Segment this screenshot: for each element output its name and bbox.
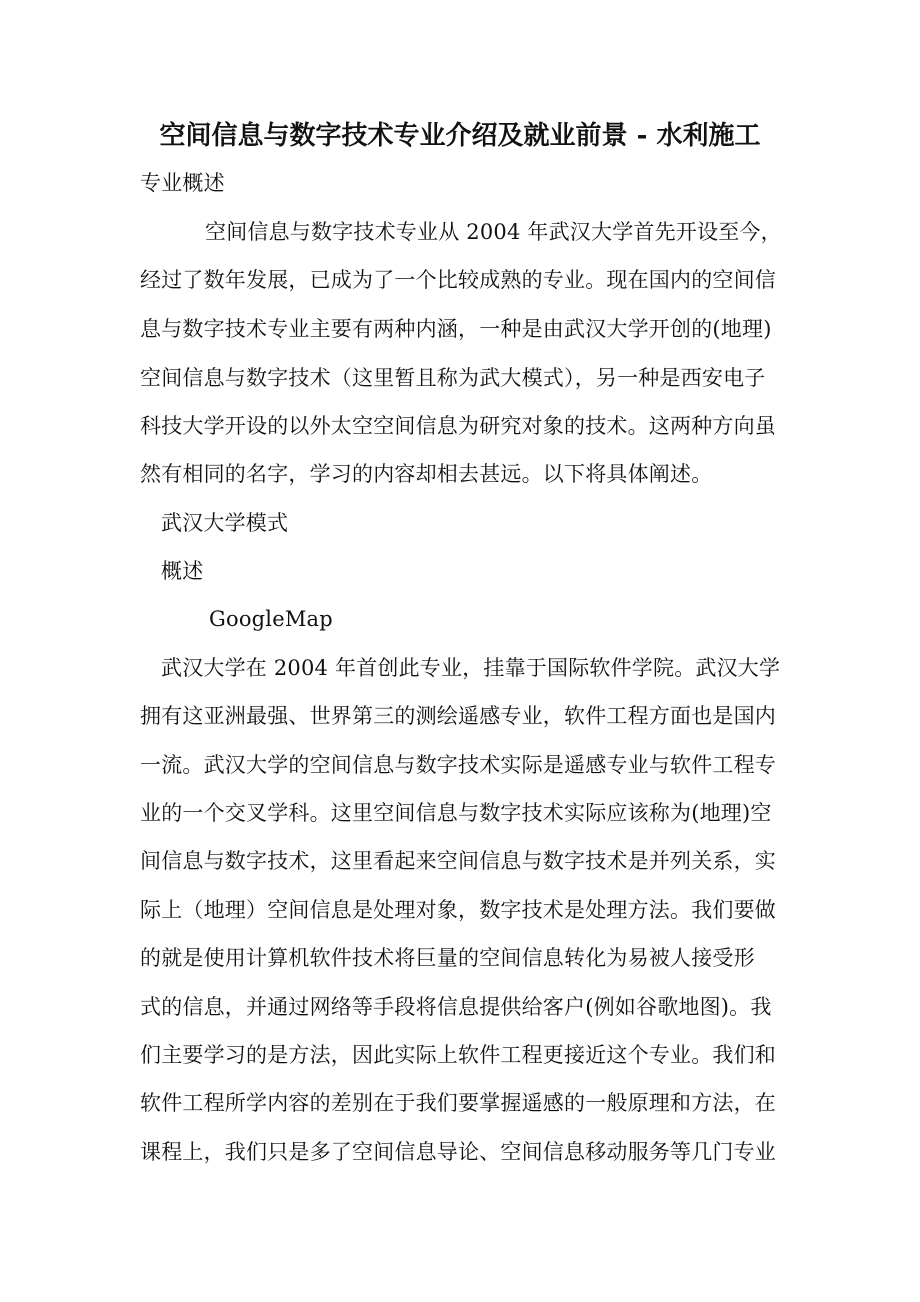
paragraph-line: 然有相同的名字，学习的内容却相去甚远。以下将具体阐述。 (140, 462, 713, 486)
paragraph-line: 科技大学开设的以外太空空间信息为研究对象的技术。这两种方向虽 (140, 414, 776, 438)
subheading-wuhan-model: 武汉大学模式 (161, 511, 289, 535)
paragraph-line: 息与数字技术专业主要有两种内涵，一种是由武汉大学开创的(地理) (140, 317, 772, 341)
paragraph-line: 一流。武汉大学的空间信息与数字技术实际是遥感专业与软件工程专 (140, 753, 776, 777)
paragraph-line: 课程上，我们只是多了空间信息导论、空间信息移动服务等几门专业 (140, 1140, 776, 1164)
paragraph-line: 软件工程所学内容的差别在于我们要掌握遥感的一般原理和方法，在 (140, 1091, 776, 1115)
image-caption: GoogleMap (209, 607, 333, 631)
paragraph-line: 空间信息与数字技术专业从 2004 年武汉大学首先开设至今， (205, 220, 782, 244)
paragraph-line: 武汉大学在 2004 年首创此专业，挂靠于国际软件学院。武汉大学 (161, 656, 781, 680)
paragraph-line: 们主要学习的是方法，因此实际上软件工程更接近这个专业。我们和 (140, 1043, 776, 1067)
document-title: 空间信息与数字技术专业介绍及就业前景 - 水利施工 (159, 121, 761, 151)
paragraph-line: 式的信息，并通过网络等手段将信息提供给客户(例如谷歌地图)。我 (140, 995, 772, 1019)
paragraph-line: 际上（地理）空间信息是处理对象，数字技术是处理方法。我们要做 (140, 898, 776, 922)
paragraph-line: 空间信息与数字技术（这里暂且称为武大模式），另一种是西安电子 (140, 366, 766, 390)
subheading-overview: 概述 (161, 559, 204, 583)
paragraph-line: 拥有这亚洲最强、世界第三的测绘遥感专业，软件工程方面也是国内 (140, 704, 776, 728)
section-heading: 专业概述 (140, 171, 225, 195)
paragraph-line: 间信息与数字技术，这里看起来空间信息与数字技术是并列关系，实 (140, 849, 776, 873)
paragraph-line: 的就是使用计算机软件技术将巨量的空间信息转化为易被人接受形 (140, 946, 755, 970)
paragraph-line: 经过了数年发展，已成为了一个比较成熟的专业。现在国内的空间信 (140, 268, 776, 292)
paragraph-line: 业的一个交叉学科。这里空间信息与数字技术实际应该称为(地理)空 (140, 801, 772, 825)
